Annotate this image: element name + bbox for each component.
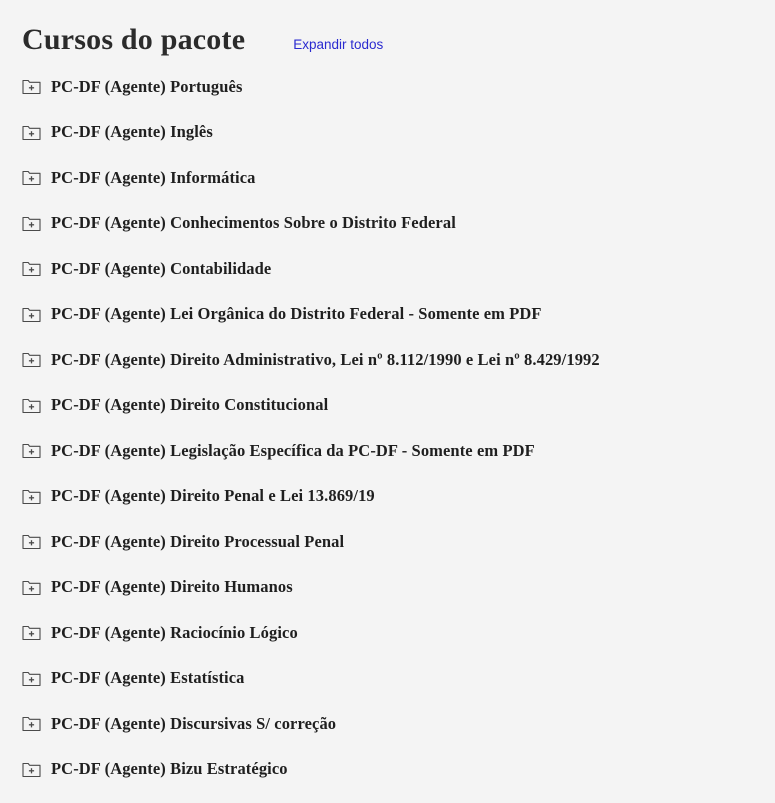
folder-plus-icon[interactable] [22,488,41,505]
course-title: PC-DF (Agente) Direito Penal e Lei 13.869/19 [51,486,375,506]
course-list-item[interactable] [22,337,753,383]
folder-plus-icon[interactable] [22,624,41,641]
course-title: PC-DF (Agente) Direito Constitucional [51,395,329,415]
course-title: PC-DF (Agente) Contabilidade [51,258,272,278]
folder-plus-icon[interactable] [22,124,41,141]
course-title: PC-DF (Agente) Legislação Específica da PC-DF - Somente em PDF [51,440,535,460]
folder-plus-icon[interactable] [22,169,41,186]
folder-plus-icon[interactable] [22,306,41,323]
course-title: PC-DF (Agente) Estatística [51,668,245,688]
folder-plus-icon[interactable] [22,715,41,732]
folder-plus-icon[interactable] [22,260,41,277]
course-list-item[interactable] [22,64,753,110]
course-list-item[interactable] [22,747,753,793]
course-list-item[interactable] [22,474,753,520]
page-title: Cursos do pacote [22,23,246,56]
folder-plus-icon[interactable] [22,761,41,778]
folder-plus-icon[interactable] [22,215,41,232]
course-title: PC-DF (Agente) Direito Administrativo, Lei nº 8.112/1990 e Lei nº 8.429/1992 [51,349,600,369]
folder-plus-icon[interactable] [22,442,41,459]
course-title: PC-DF (Agente) Discursivas S/ correção [51,713,337,733]
course-list-item[interactable] [22,656,753,702]
course-title: PC-DF (Agente) Direito Processual Penal [51,531,345,551]
course-list-item[interactable] [22,610,753,656]
course-list [22,64,753,792]
course-list-item[interactable] [22,292,753,338]
course-list-item[interactable] [22,519,753,565]
course-list-item[interactable] [22,201,753,247]
folder-plus-icon[interactable] [22,397,41,414]
course-list-item[interactable] [22,383,753,429]
folder-plus-icon[interactable] [22,533,41,550]
course-list-item[interactable] [22,155,753,201]
course-title: PC-DF (Agente) Informática [51,167,256,187]
course-list-item[interactable] [22,428,753,474]
course-title: PC-DF (Agente) Conhecimentos Sobre o Distrito Federal [51,213,456,233]
folder-plus-icon[interactable] [22,670,41,687]
course-list-item[interactable] [22,701,753,747]
folder-plus-icon[interactable] [22,351,41,368]
course-title: PC-DF (Agente) Lei Orgânica do Distrito Federal - Somente em PDF [51,304,542,324]
folder-plus-icon[interactable] [22,78,41,95]
page-header [22,0,753,64]
course-title: PC-DF (Agente) Bizu Estratégico [51,759,288,779]
folder-plus-icon[interactable] [22,579,41,596]
course-title: PC-DF (Agente) Raciocínio Lógico [51,622,298,642]
expand-all-link[interactable]: Expandir todos [293,37,384,52]
course-title: PC-DF (Agente) Direito Humanos [51,577,293,597]
course-list-item[interactable] [22,246,753,292]
course-list-item[interactable] [22,110,753,156]
course-list-item[interactable] [22,565,753,611]
course-title: PC-DF (Agente) Português [51,76,243,96]
course-title: PC-DF (Agente) Inglês [51,122,213,142]
